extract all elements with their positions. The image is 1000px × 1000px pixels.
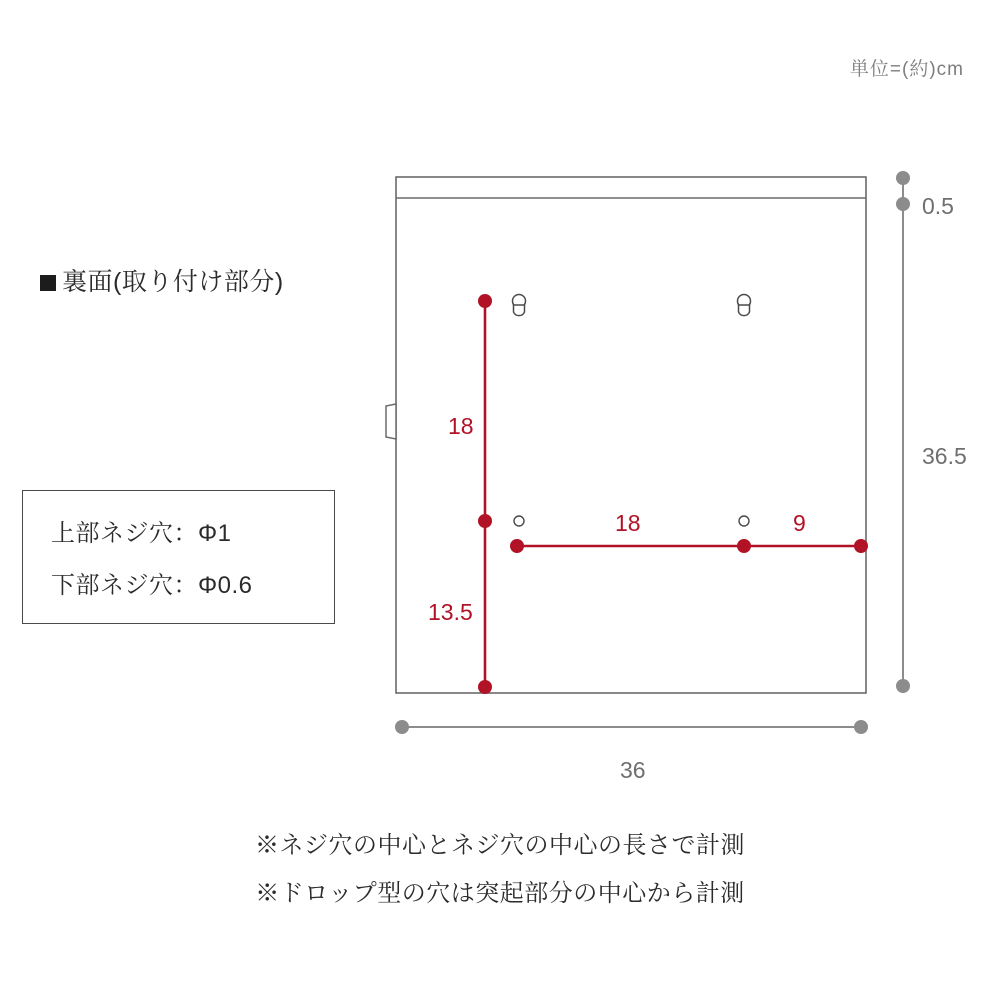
back-panel-label-text: 裏面(取り付け部分) [62,268,284,296]
screw-hole-middle-left-icon [514,516,524,526]
dim-left-horizontal-label: 18 [615,510,641,536]
legend-lower-screw-hole: 下部ネジ穴：Φ0.6 [51,572,253,599]
red-dot-left [510,539,524,553]
keyhole-upper-left-icon [513,295,526,316]
gray-dot-left-width [395,720,409,734]
footnote-2: ※ドロップ型の穴は突起部分の中心から計測 [255,880,745,907]
legend-upper-screw-hole: 上部ネジ穴：Φ1 [51,520,232,547]
dim-total-width-label: 36 [620,757,646,783]
dim-upper-vertical-label: 18 [448,413,474,439]
dim-right-horizontal-label: 9 [793,510,806,536]
footnotes [0,822,1000,918]
gray-dot-right-width [854,720,868,734]
dim-total-height-label: 36.5 [922,443,967,469]
red-dot-bottom [478,680,492,694]
footnote-1: ※ネジ穴の中心とネジ穴の中心の長さで計測 [255,832,745,859]
left-tab-outline [386,404,396,439]
keyhole-upper-right-icon [738,295,751,316]
dim-top-thickness-label: 0.5 [922,193,954,219]
unit-note: 単位=(約)cm [849,59,964,80]
red-dot-center [737,539,751,553]
red-dot-right [854,539,868,553]
gray-dot-top-thickness [896,171,910,185]
screw-hole-middle-right-icon [739,516,749,526]
dim-lower-vertical-label: 13.5 [428,599,473,625]
gray-dot-bottom-height [896,679,910,693]
red-dot-middle [478,514,492,528]
red-dot-top [478,294,492,308]
